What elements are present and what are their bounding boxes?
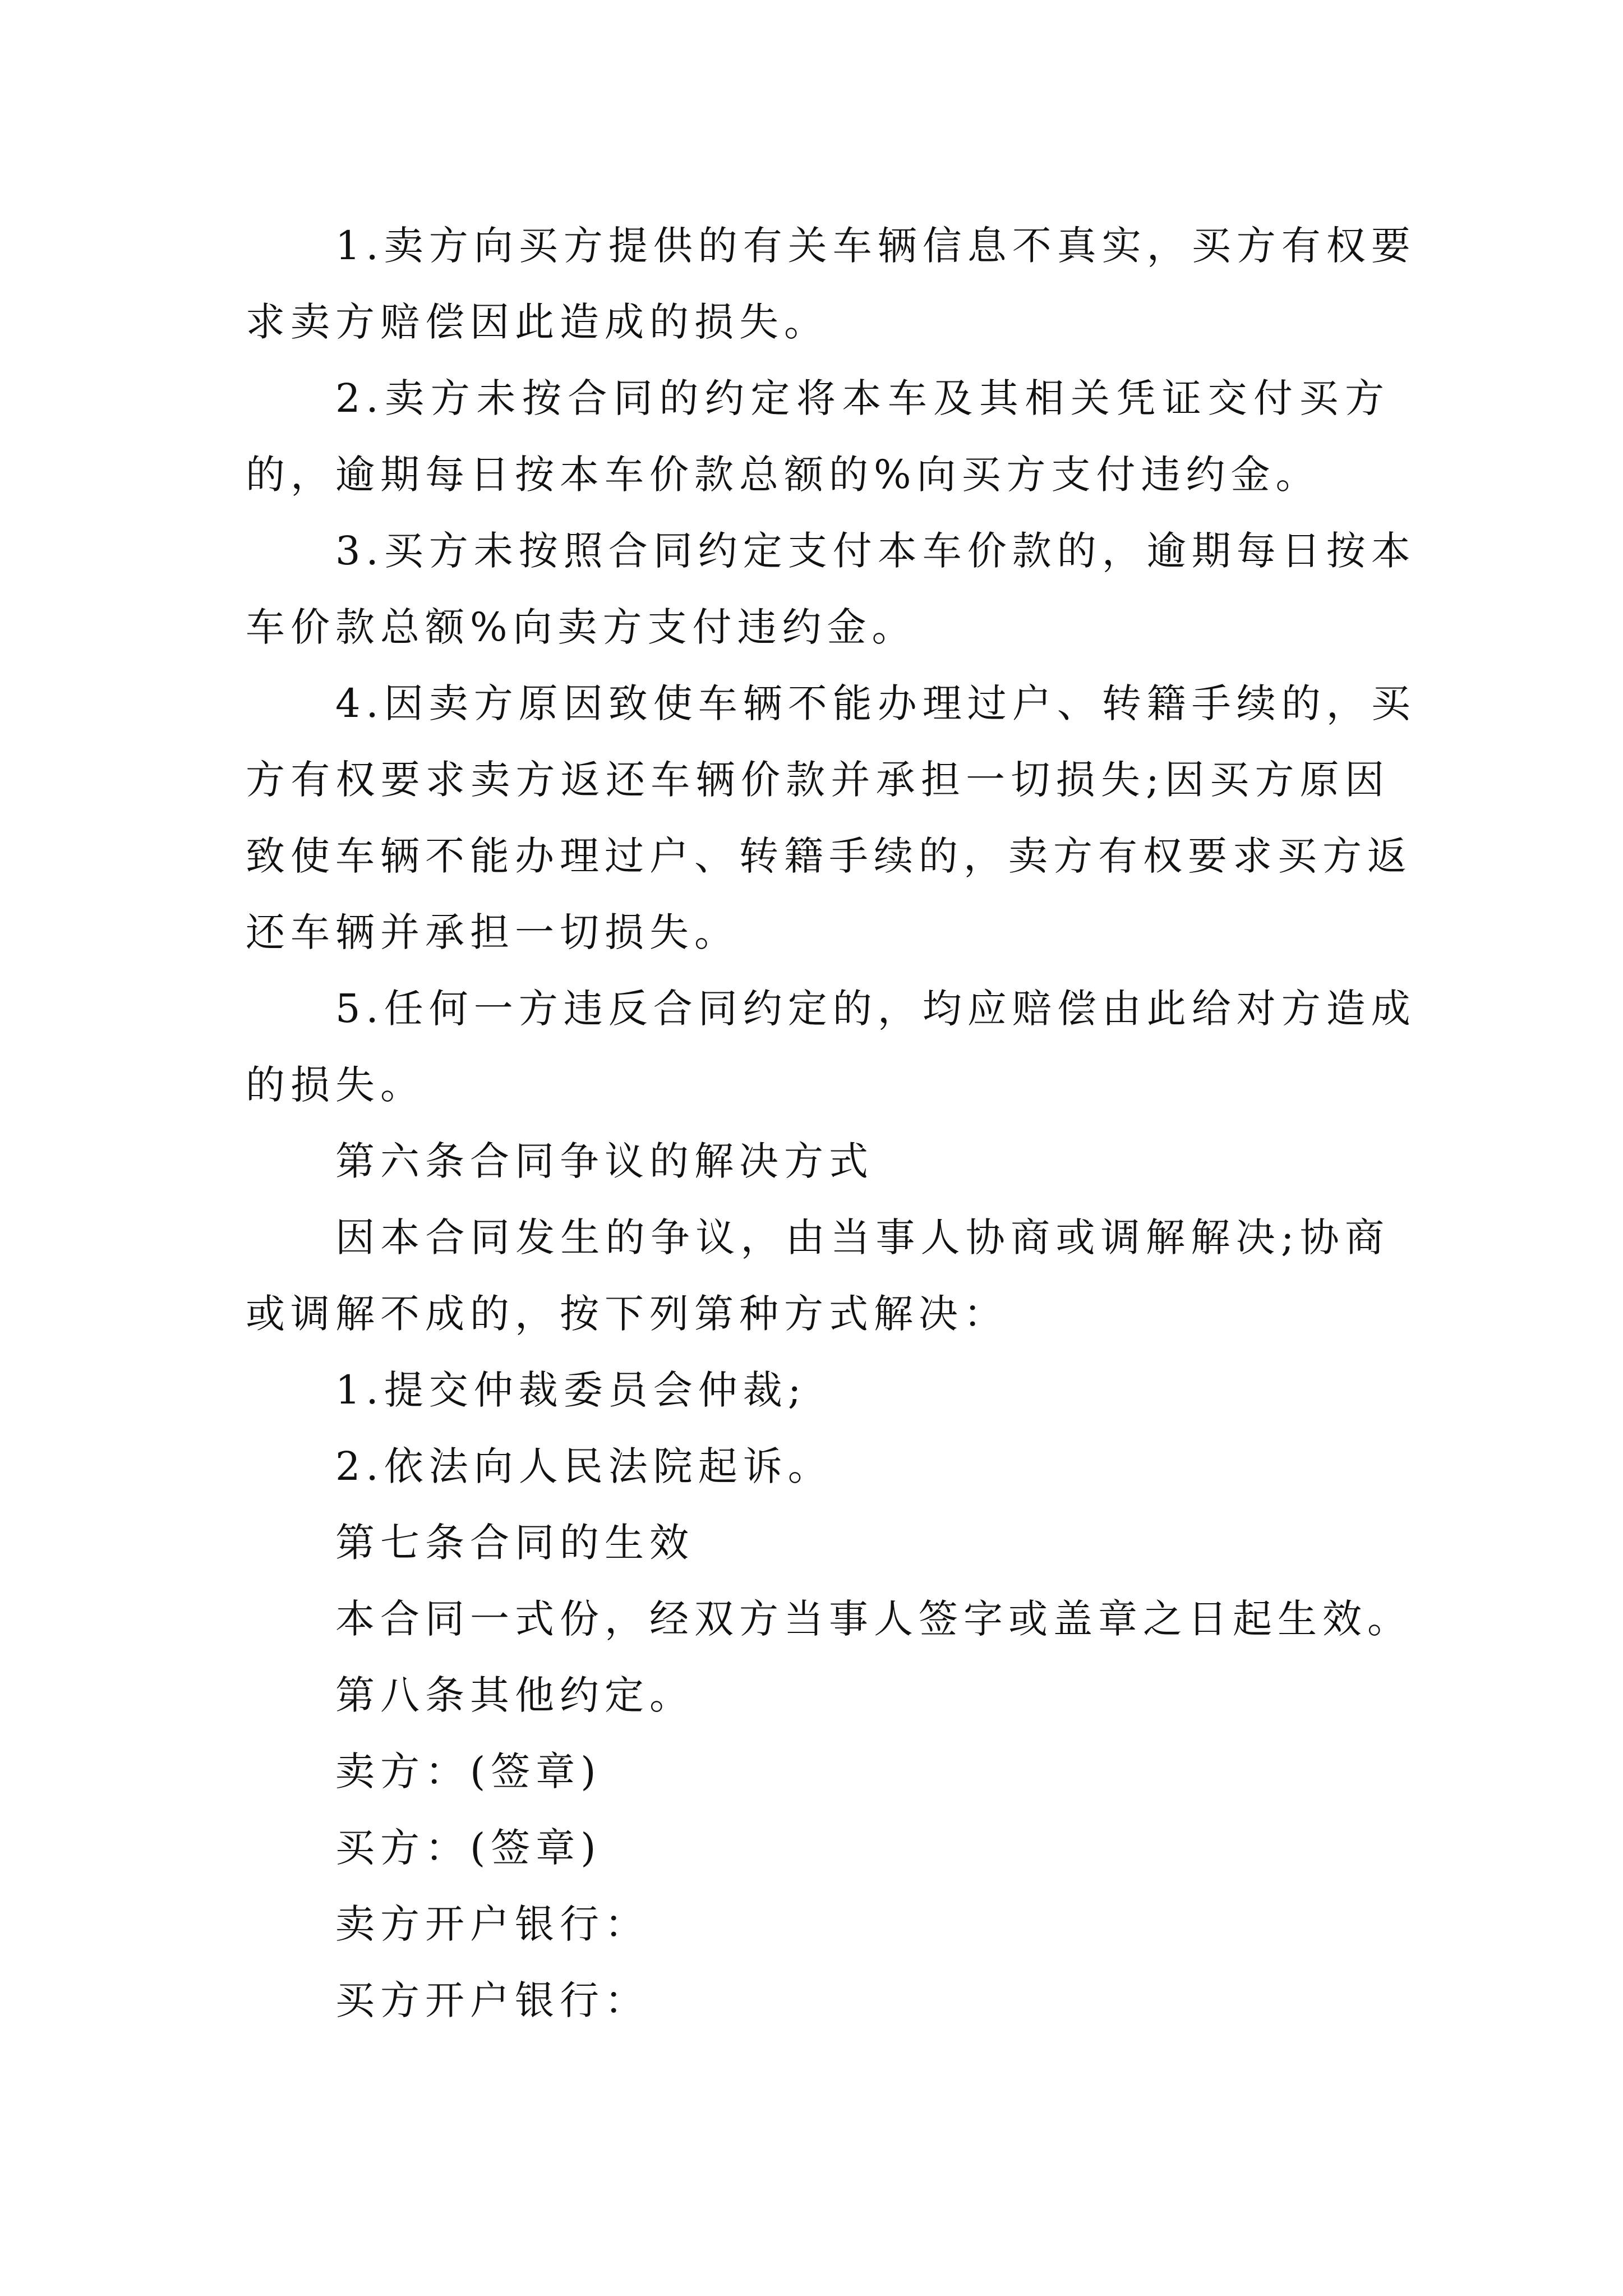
paragraph-effectiveness: [246, 1581, 1412, 1657]
text-line: 车价款总额%向卖方支付违约金。: [246, 604, 917, 650]
text-line: 买方开户银行：: [335, 1977, 649, 2023]
paragraph-breach-payment: [246, 513, 1416, 665]
paragraph-transfer-failure: [246, 665, 1416, 970]
section-heading: 第八条其他约定。: [335, 1672, 694, 1718]
seller-signature-line: [246, 1733, 1390, 1810]
paragraph-breach-vehicle-info: [246, 208, 1416, 360]
text-line: 卖方：(签章): [335, 1749, 602, 1795]
section-heading-dispute: [246, 1123, 1390, 1199]
section-heading-other: [246, 1657, 1390, 1733]
buyer-bank-line: [246, 1962, 1390, 2039]
section-heading: 第六条合同争议的解决方式: [335, 1138, 874, 1184]
text-line: 方有权要求卖方返还车辆价款并承担一切损失;因买方原因: [246, 757, 1390, 803]
text-line: 1.卖方向买方提供的有关车辆信息不真实，买方有权要: [335, 223, 1416, 269]
text-line: 的损失。: [246, 1062, 425, 1108]
text-line: 还车辆并承担一切损失。: [246, 909, 739, 955]
text-line: 的，逾期每日按本车价款总额的%向买方支付违约金。: [246, 452, 1321, 498]
text-line: 4.因卖方原因致使车辆不能办理过户、转籍手续的，买: [335, 680, 1416, 726]
text-line: 1.提交仲裁委员会仲裁;: [335, 1367, 807, 1413]
section-heading: 第七条合同的生效: [335, 1520, 694, 1566]
text-line: 买方：(签章): [335, 1825, 602, 1871]
text-line: 卖方开户银行：: [335, 1901, 649, 1947]
text-line: 因本合同发生的争议，由当事人协商或调解解决;协商: [335, 1214, 1390, 1260]
list-item-lawsuit: [246, 1428, 1390, 1504]
list-item-arbitration: [246, 1352, 1390, 1428]
paragraph-breach-delivery: [246, 360, 1390, 513]
paragraph-dispute-resolution: [246, 1199, 1390, 1352]
text-line: 本合同一式份，经双方当事人签字或盖章之日起生效。: [335, 1596, 1412, 1642]
buyer-signature-line: [246, 1810, 1390, 1886]
seller-bank-line: [246, 1886, 1390, 1962]
text-line: 2.依法向人民法院起诉。: [335, 1443, 833, 1489]
text-line: 或调解不成的，按下列第种方式解决：: [246, 1291, 1008, 1337]
text-line: 2.卖方未按合同的约定将本车及其相关凭证交付买方: [335, 375, 1390, 421]
text-line: 致使车辆不能办理过户、转籍手续的，卖方有权要求买方返: [246, 833, 1412, 879]
text-line: 3.买方未按照合同约定支付本车价款的，逾期每日按本: [335, 528, 1416, 574]
text-line: 求卖方赔偿因此造成的损失。: [246, 299, 829, 345]
section-heading-effectiveness: [246, 1504, 1390, 1581]
document-body: [246, 208, 1416, 2039]
text-line: 5.任何一方违反合同约定的，均应赔偿由此给对方造成: [335, 986, 1416, 1032]
paragraph-general-breach: [246, 970, 1416, 1123]
